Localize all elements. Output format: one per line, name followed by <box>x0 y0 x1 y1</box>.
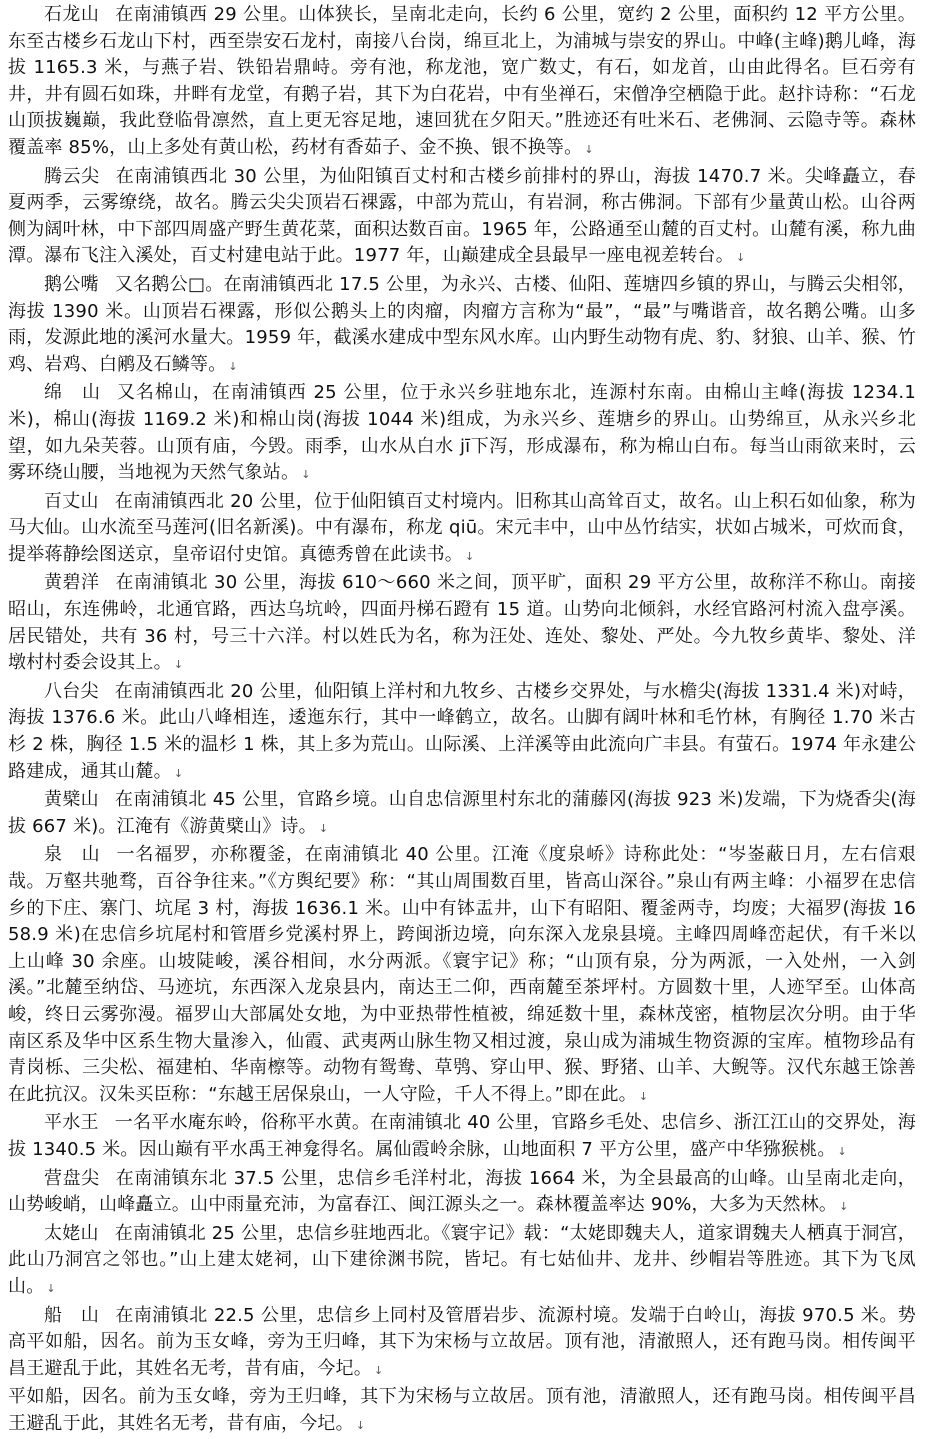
entry-title: 百丈山 <box>44 490 99 512</box>
paragraph-mark-icon: ↓ <box>355 1418 366 1432</box>
entry-title: 太姥山 <box>44 1222 99 1244</box>
entry-huangbiyang <box>8 570 916 678</box>
entry-title: 石龙山 <box>44 4 100 25</box>
entry-yingpanjian <box>8 1166 916 1221</box>
entry-pingshuiwang <box>8 1110 916 1165</box>
entry-body: 在南浦镇北 45 公里，官路乡境。山自忠信源里村东北的蒲藤冈(海拔 923 米)发端，下为烧香尖(海拔 667 米)。江淹有《游黄檗山》诗。 <box>8 789 916 837</box>
entry-body: 又名鹅公□。在南浦镇西北 17.5 公里，为永兴、古楼、仙阳、莲塘四乡镇的界山，与腾云尖相邻，海拔 1390 米。山顶岩石裸露，形似公鹅头上的肉瘤，肉瘤方言称为“最”，“最”与嘴谐音，故名鹅公嘴。山多雨，发源此地的溪河水量大。1959 年，截溪水建成中型东风水库。山内野生动物有虎、豹、豺狼、山羊、猴、竹鸡、岩鸡、白鹇及石鳞等。 <box>8 273 916 375</box>
entry-title: 船 山 <box>44 1304 100 1326</box>
paragraph-mark-icon: ↓ <box>374 1363 384 1377</box>
entry-taimushan <box>8 1221 916 1303</box>
paragraph-mark-icon: ↓ <box>301 468 311 482</box>
entry-continuation <box>8 1384 916 1439</box>
entry-title: 平水王 <box>44 1112 99 1134</box>
entry-title: 泉 山 <box>44 844 101 866</box>
paragraph-mark-icon: ↓ <box>46 1281 56 1295</box>
entry-huangboshan <box>8 787 916 842</box>
paragraph-mark-icon: ↓ <box>735 251 746 265</box>
paragraph-mark-icon: ↓ <box>839 1200 849 1214</box>
entry-title: 营盘尖 <box>44 1167 100 1189</box>
entry-mianshan <box>8 380 916 488</box>
entry-body: 一名平水庵东岭，俗称平水黄。在南浦镇北 40 公里，官路乡毛处、忠信乡、浙江江山的交界处，海拔 1340.5 米。因山巅有平水禹王神龛得名。属仙霞岭余脉，山地面积 7 平方公里，盛产中华猕猴桃。 <box>8 1112 917 1160</box>
entry-tengyunjian <box>8 164 916 272</box>
entry-body: 在南浦镇西北 20 公里，仙阳镇上洋村和九牧乡、古楼乡交界处，与水檐尖(海拔 1331.4 米)对峙，海拔 1376.6 米。此山八峰相连，逶迤东行，其中一峰鹤立，故名。山脚有阔叶林和毛竹林，有胸径 1.70 米古杉 2 株，胸径 1.5 米的温杉 1 株，其上多为荒山。山际溪、上洋溪等由此流向广丰县。有萤石。1974 年永建公路建成，通其山麓。 <box>8 680 916 782</box>
entry-egongzui <box>8 272 916 380</box>
entry-quanshan <box>8 842 916 1110</box>
entry-body: 一名福罗，亦称覆釜，在南浦镇北 40 公里。江淹《度泉峤》诗称此处：“岑崟蔽日月，左右信艰哉。万壑共驰骛，百谷争往来。”《方舆纪要》称：“其山周围数百里，皆高山深谷。”泉山有两主峰：小福罗在忠信乡的下庄、寨门、坑尾 3 村，海拔 1636.1 米。山中有钵盂井，山下有昭阳、覆釜两寺，均废；大福罗(海拔 1658.9 米)在忠信乡坑尾村和管厝乡党溪村界上，跨闽浙边境，向东深入龙泉县境。主峰四周峰峦起伏，有千米以上山峰 30 余座。山坡陡峻，溪谷相间，水分两派。《寰宇记》称；“山顶有泉，分为两派，一入处州，一入剑溪。”北麓至纳岱、马迹坑，东西深入龙泉县内，南达王二仰，西南麓至茶坪村。方圆数十里，人迹罕至。山体高峻，终日云雾弥漫。福罗山大部属处女地，为中亚热带性植被，绵延数十里，森林茂密，植物层次分明。由于华南区系及华中区系生物大量渗入，仙霞、武夷两山脉生物又相过渡，泉山成为浦城生物资源的宝库。植物珍品有青岗栎、三尖松、福建柏、华南檫等。动物有鸳鸯、草鸮、穿山甲、猴、野猪、山羊、大鲵等。汉代东越王馀善在此抗汉。汉朱买臣称：“东越王居保泉山，一人守险，千人不得上。”即在此。 <box>8 844 916 1105</box>
entry-title: 黄碧洋 <box>44 572 100 594</box>
entry-body: 在南浦镇西北 20 公里，位于仙阳镇百丈村境内。旧称其山高耸百丈，故名。山上积石如仙象，称为马大仙。山水流至马莲河(旧名新溪)。中有瀑布，称龙 qiū。宋元丰中，山中丛竹结实，状如占城米，可炊而食，提举蒋静绘图送京，皇帝诏付史馆。真德秀曾在此读书。 <box>8 490 917 565</box>
entry-title: 腾云尖 <box>44 165 100 187</box>
entry-body: 在南浦镇东北 37.5 公里，忠信乡毛洋村北，海拔 1664 米，为全县最高的山峰。山呈南北走向，山势峻峭，山峰矗立。山中雨量充沛，为富春江、闽江源头之一。森林覆盖率达 90%，大多为天然林。 <box>8 1167 916 1216</box>
entry-title: 鹅公嘴 <box>44 273 99 295</box>
entry-body: 平如船，因名。前为玉女峰，旁为王归峰，其下为宋杨与立故居。顶有池，清澈照人，还有跑马岗。相传闽平昌王避乱于此，其姓名无考，昔有庙，今圮。 <box>8 1386 916 1434</box>
entry-body: 在南浦镇北 30 公里，海拔 610～660 米之间，顶平旷，面积 29 平方公里，故称洋不称山。南接昭山，东连佛岭，北通官路，西达乌坑岭，四面丹梯石蹬有 15 道。山势向北倾斜，水经官路河村流入盘亭溪。居民错处，共有 36 村，号三十六洋。村以姓氏为名，称为汪处、连处、黎处、严处。今九牧乡黄毕、黎处、洋墩村村委会设其上。 <box>8 572 916 674</box>
entry-body: 在南浦镇西 29 公里。山体狭长，呈南北走向，长约 6 公里，宽约 2 公里，面积约 12 平方公里。东至古楼乡石龙山下村，西至崇安石龙村，南接八台岗，绵亘北上，为浦城与崇安的界山。中峰(主峰)鹅儿峰，海拔 1165.3 米，与燕子岩、铁铅岩鼎峙。旁有池，称龙池，宽广数丈，有石，如龙首，山由此得名。巨石旁有井，井有圆石如珠，井畔有龙堂，有鹅子岩，其下为白花岩，中有坐禅石，宋僧净空栖隐于此。赵抃诗称：“石龙山顶拔巍巅，我此登临骨凛然，直上更无容足地，速回犹在夕阳天。”胜迹还有吐米石、老佛洞、云隐寺等。森林覆盖率 85%，山上多处有黄山松，药材有香茹子、金不换、银不换等。 <box>8 4 916 158</box>
entry-body: 在南浦镇北 22.5 公里，忠信乡上同村及管厝岩步、流源村境。发端于白岭山，海拔 970.5 米。势高平如船，因名。前为玉女峰，旁为王归峰，其下为宋杨与立故居。顶有池，清澈照人，还有跑马岗。相传闽平昌王避乱于此，其姓名无考，昔有庙，今圮。 <box>8 1304 916 1379</box>
entry-title: 绵 山 <box>44 382 101 404</box>
paragraph-mark-icon: ↓ <box>465 549 475 563</box>
entry-body: 在南浦镇西北 30 公里，为仙阳镇百丈村和古楼乡前排村的界山，海拔 1470.7 米。尖峰矗立，春夏两季，云雾缭绕，故名。腾云尖尖顶岩石裸露，中部为荒山，有岩洞，称古佛洞。下部有少量黄山松。山谷两侧为阔叶林，中下部四周盛产野生黄花菜，面积达数百亩。1965 年，公路通至山麓的百丈村。山麓有溪，称九曲潭。瀑布飞注入溪处，百丈村建电站于此。1977 年，山巅建成全县最早一座电视差转台。 <box>8 165 916 267</box>
paragraph-mark-icon: ↓ <box>228 359 238 373</box>
entry-body: 在南浦镇北 25 公里，忠信乡驻地西北。《寰宇记》载：“太姥即魏夫人，道家谓魏夫人栖真于洞宫，此山乃洞宫之邻也。”山上建太姥祠，山下建徐渊书院，皆圮。有七姑仙井、龙井、纱帽岩等胜迹。其下为飞凤山。 <box>8 1222 916 1297</box>
entry-title: 黄檗山 <box>44 789 99 811</box>
entry-chuanshan <box>8 1303 916 1385</box>
entry-shilongshan <box>8 2 916 164</box>
paragraph-mark-icon: ↓ <box>318 821 329 835</box>
entry-baizhangshan <box>8 489 916 571</box>
entry-title: 八台尖 <box>44 680 99 702</box>
paragraph-mark-icon: ↓ <box>173 766 184 780</box>
entry-body: 又名棉山，在南浦镇西 25 公里，位于永兴乡驻地东北，连源村东南。由棉山主峰(海拔 1234.1 米)，棉山(海拔 1169.2 米)和棉山岗(海拔 1044 米)组成，为永兴乡、莲塘乡的界山。山势绵亘，从永兴乡北望，如九朵芙蓉。山顶有庙，今毁。雨季，山水从白水 jī下泻，形成瀑布，称为棉山白布。每当山雨欲来时，云雾环绕山腰，当地视为天然气象站。 <box>8 382 916 484</box>
entry-batajian <box>8 679 916 787</box>
paragraph-mark-icon: ↓ <box>173 658 184 672</box>
paragraph-mark-icon: ↓ <box>584 142 594 156</box>
paragraph-mark-icon: ↓ <box>837 1144 847 1158</box>
paragraph-mark-icon: ↓ <box>638 1089 649 1103</box>
